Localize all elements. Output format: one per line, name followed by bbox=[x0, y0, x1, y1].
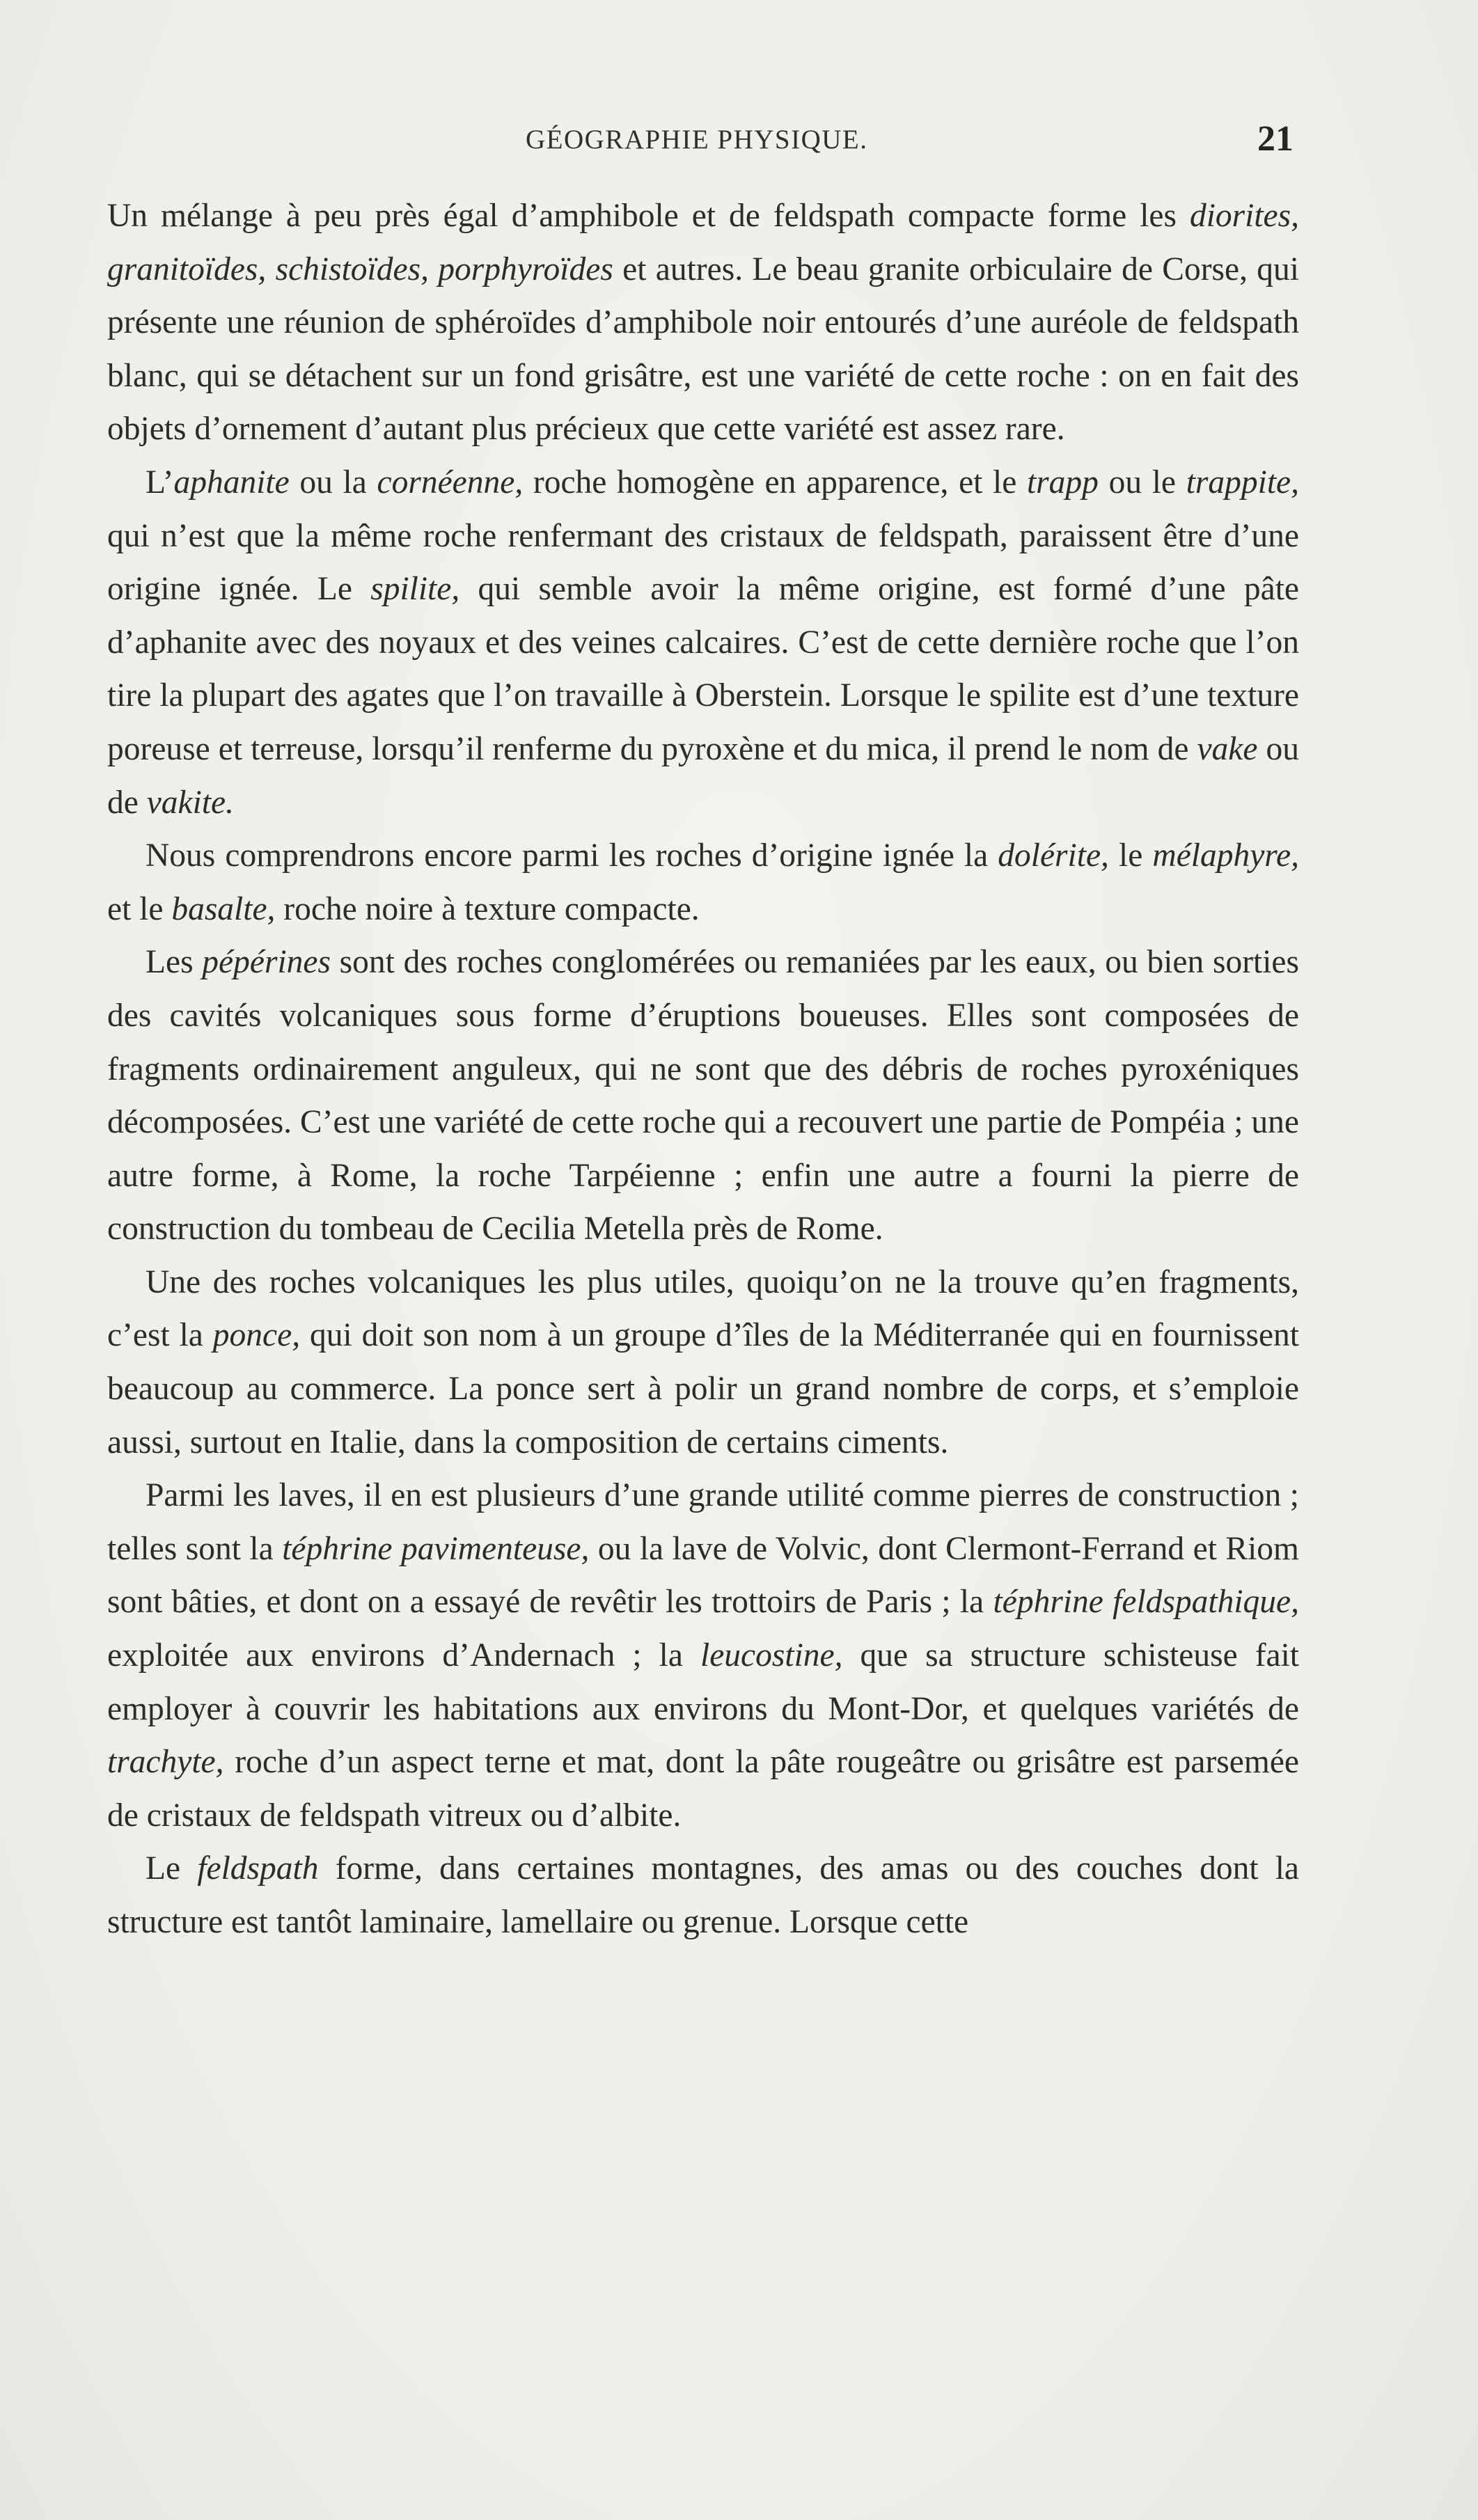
text-run: exploitée aux environs d’Andernach ; la bbox=[107, 1637, 701, 1674]
text-run: Parmi les laves, il en est plusieurs d’une grande utilité comme pierres de construction ; telles sont la bbox=[107, 1477, 1299, 1567]
text-run: et autres. Le beau granite orbiculaire de Corse, qui présente une réunion de sphéroïdes d’amphibole noir entourés d’une auréole de feldspath blanc, qui se détachent sur un fond grisâtre, est une variété de cette roche : on en fait des objets d’ornement d’autant plus précieux que cette variété est assez rare. bbox=[107, 251, 1299, 448]
italic-term: basalte, bbox=[171, 890, 276, 927]
text-run: que sa structure schisteuse fait employer à couvrir les habitations aux environs du Mont-Dor, et quelques variétés de bbox=[107, 1637, 1299, 1727]
paragraph bbox=[107, 936, 1299, 1256]
text-run: Les bbox=[146, 944, 203, 981]
paragraph bbox=[107, 1842, 1299, 1948]
text-run: ou le bbox=[1098, 464, 1186, 501]
italic-term: trapp bbox=[1026, 464, 1099, 501]
text-run: qui n’est que la même roche renfermant des cristaux de feldspath, paraissent être d’une origine ignée. Le bbox=[107, 517, 1299, 608]
italic-term: téphrine feldspathique, bbox=[993, 1584, 1299, 1621]
paragraph bbox=[107, 829, 1299, 936]
text-run: forme, dans certaines montagnes, des amas ou des couches dont la structure est tantôt laminaire, lamellaire ou grenue. Lorsque cette bbox=[107, 1850, 1299, 1940]
paragraph bbox=[107, 456, 1299, 829]
body-text bbox=[107, 189, 1299, 1949]
text-run: ou de bbox=[107, 730, 1299, 821]
text-run: ou la lave de Volvic, dont Clermont-Ferrand et Riom sont bâties, et dont on a essayé de revêtir les trottoirs de Paris ; la bbox=[107, 1530, 1299, 1621]
text-run: L’ bbox=[146, 464, 174, 501]
text-run: qui doit son nom à un groupe d’îles de la Méditerranée qui en fournissent beaucoup au commerce. La ponce sert à polir un grand nombre de corps, et s’emploie aussi, surtout en Italie, dans la composition de certains ciments. bbox=[107, 1317, 1299, 1460]
italic-term: vake bbox=[1197, 730, 1258, 767]
italic-term: spilite, bbox=[370, 571, 460, 608]
text-run: qui semble avoir la même origine, est formé d’une pâte d’aphanite avec des noyaux et des veines calcaires. C’est de cette dernière roche que l’on tire la plupart des agates que l’on travaille à Oberstein. Lorsque le spilite est d’une texture poreuse et terreuse, lorsqu’il renferme du pyroxène et du mica, il prend le nom de bbox=[107, 571, 1299, 767]
running-head bbox=[0, 119, 1478, 166]
italic-term: feldspath bbox=[197, 1850, 319, 1887]
text-run: roche d’un aspect terne et mat, dont la pâte rougeâtre ou grisâtre est parsemée de cristaux de feldspath vitreux ou d’albite. bbox=[107, 1744, 1299, 1834]
paragraph bbox=[107, 189, 1299, 456]
page-number: 21 bbox=[1257, 119, 1294, 159]
italic-term: leucostine, bbox=[700, 1637, 843, 1674]
italic-term: cornéenne, bbox=[377, 464, 524, 501]
italic-term: diorites, granitoïdes, schistoïdes, porphyroïdes bbox=[107, 198, 1299, 288]
italic-term: vakite. bbox=[146, 784, 234, 821]
text-run: et le bbox=[107, 890, 172, 927]
italic-term: mélaphyre, bbox=[1152, 837, 1299, 874]
text-run: roche noire à texture compacte. bbox=[275, 890, 700, 927]
text-run: Le bbox=[146, 1850, 198, 1887]
paragraph bbox=[107, 1256, 1299, 1469]
text-run: Nous comprendrons encore parmi les roches d’origine ignée la bbox=[146, 837, 998, 874]
italic-term: aphanite bbox=[173, 464, 290, 501]
text-run: Un mélange à peu près égal d’amphibole et de feldspath compacte forme les bbox=[107, 198, 1190, 234]
italic-term: pépérines bbox=[202, 944, 331, 981]
text-run: Une des roches volcaniques les plus utiles, quoiqu’on ne la trouve qu’en fragments, c’est la bbox=[107, 1263, 1299, 1354]
text-run: sont des roches conglomérées ou remaniées par les eaux, ou bien sorties des cavités volcaniques sous forme d’éruptions boueuses. Elles sont composées de fragments ordinairement anguleux, qui ne sont que des débris de roches pyroxéniques décomposées. C’est une variété de cette roche qui a recouvert une partie de Pompéia ; une autre forme, à Rome, la roche Tarpéienne ; enfin une autre a fourni la pierre de construction du tombeau de Cecilia Metella près de Rome. bbox=[107, 944, 1299, 1247]
italic-term: trappite, bbox=[1186, 464, 1299, 501]
italic-term: dolérite, bbox=[998, 837, 1109, 874]
italic-term: ponce, bbox=[212, 1317, 301, 1354]
text-run: le bbox=[1108, 837, 1153, 874]
running-title: GÉOGRAPHIE PHYSIQUE. bbox=[526, 125, 868, 155]
paragraph bbox=[107, 1469, 1299, 1842]
italic-term: trachyte, bbox=[107, 1744, 224, 1781]
text-run: ou la bbox=[289, 464, 377, 501]
italic-term: téphrine pavimenteuse, bbox=[282, 1530, 590, 1567]
text-run: roche homogène en apparence, et le bbox=[523, 464, 1027, 501]
